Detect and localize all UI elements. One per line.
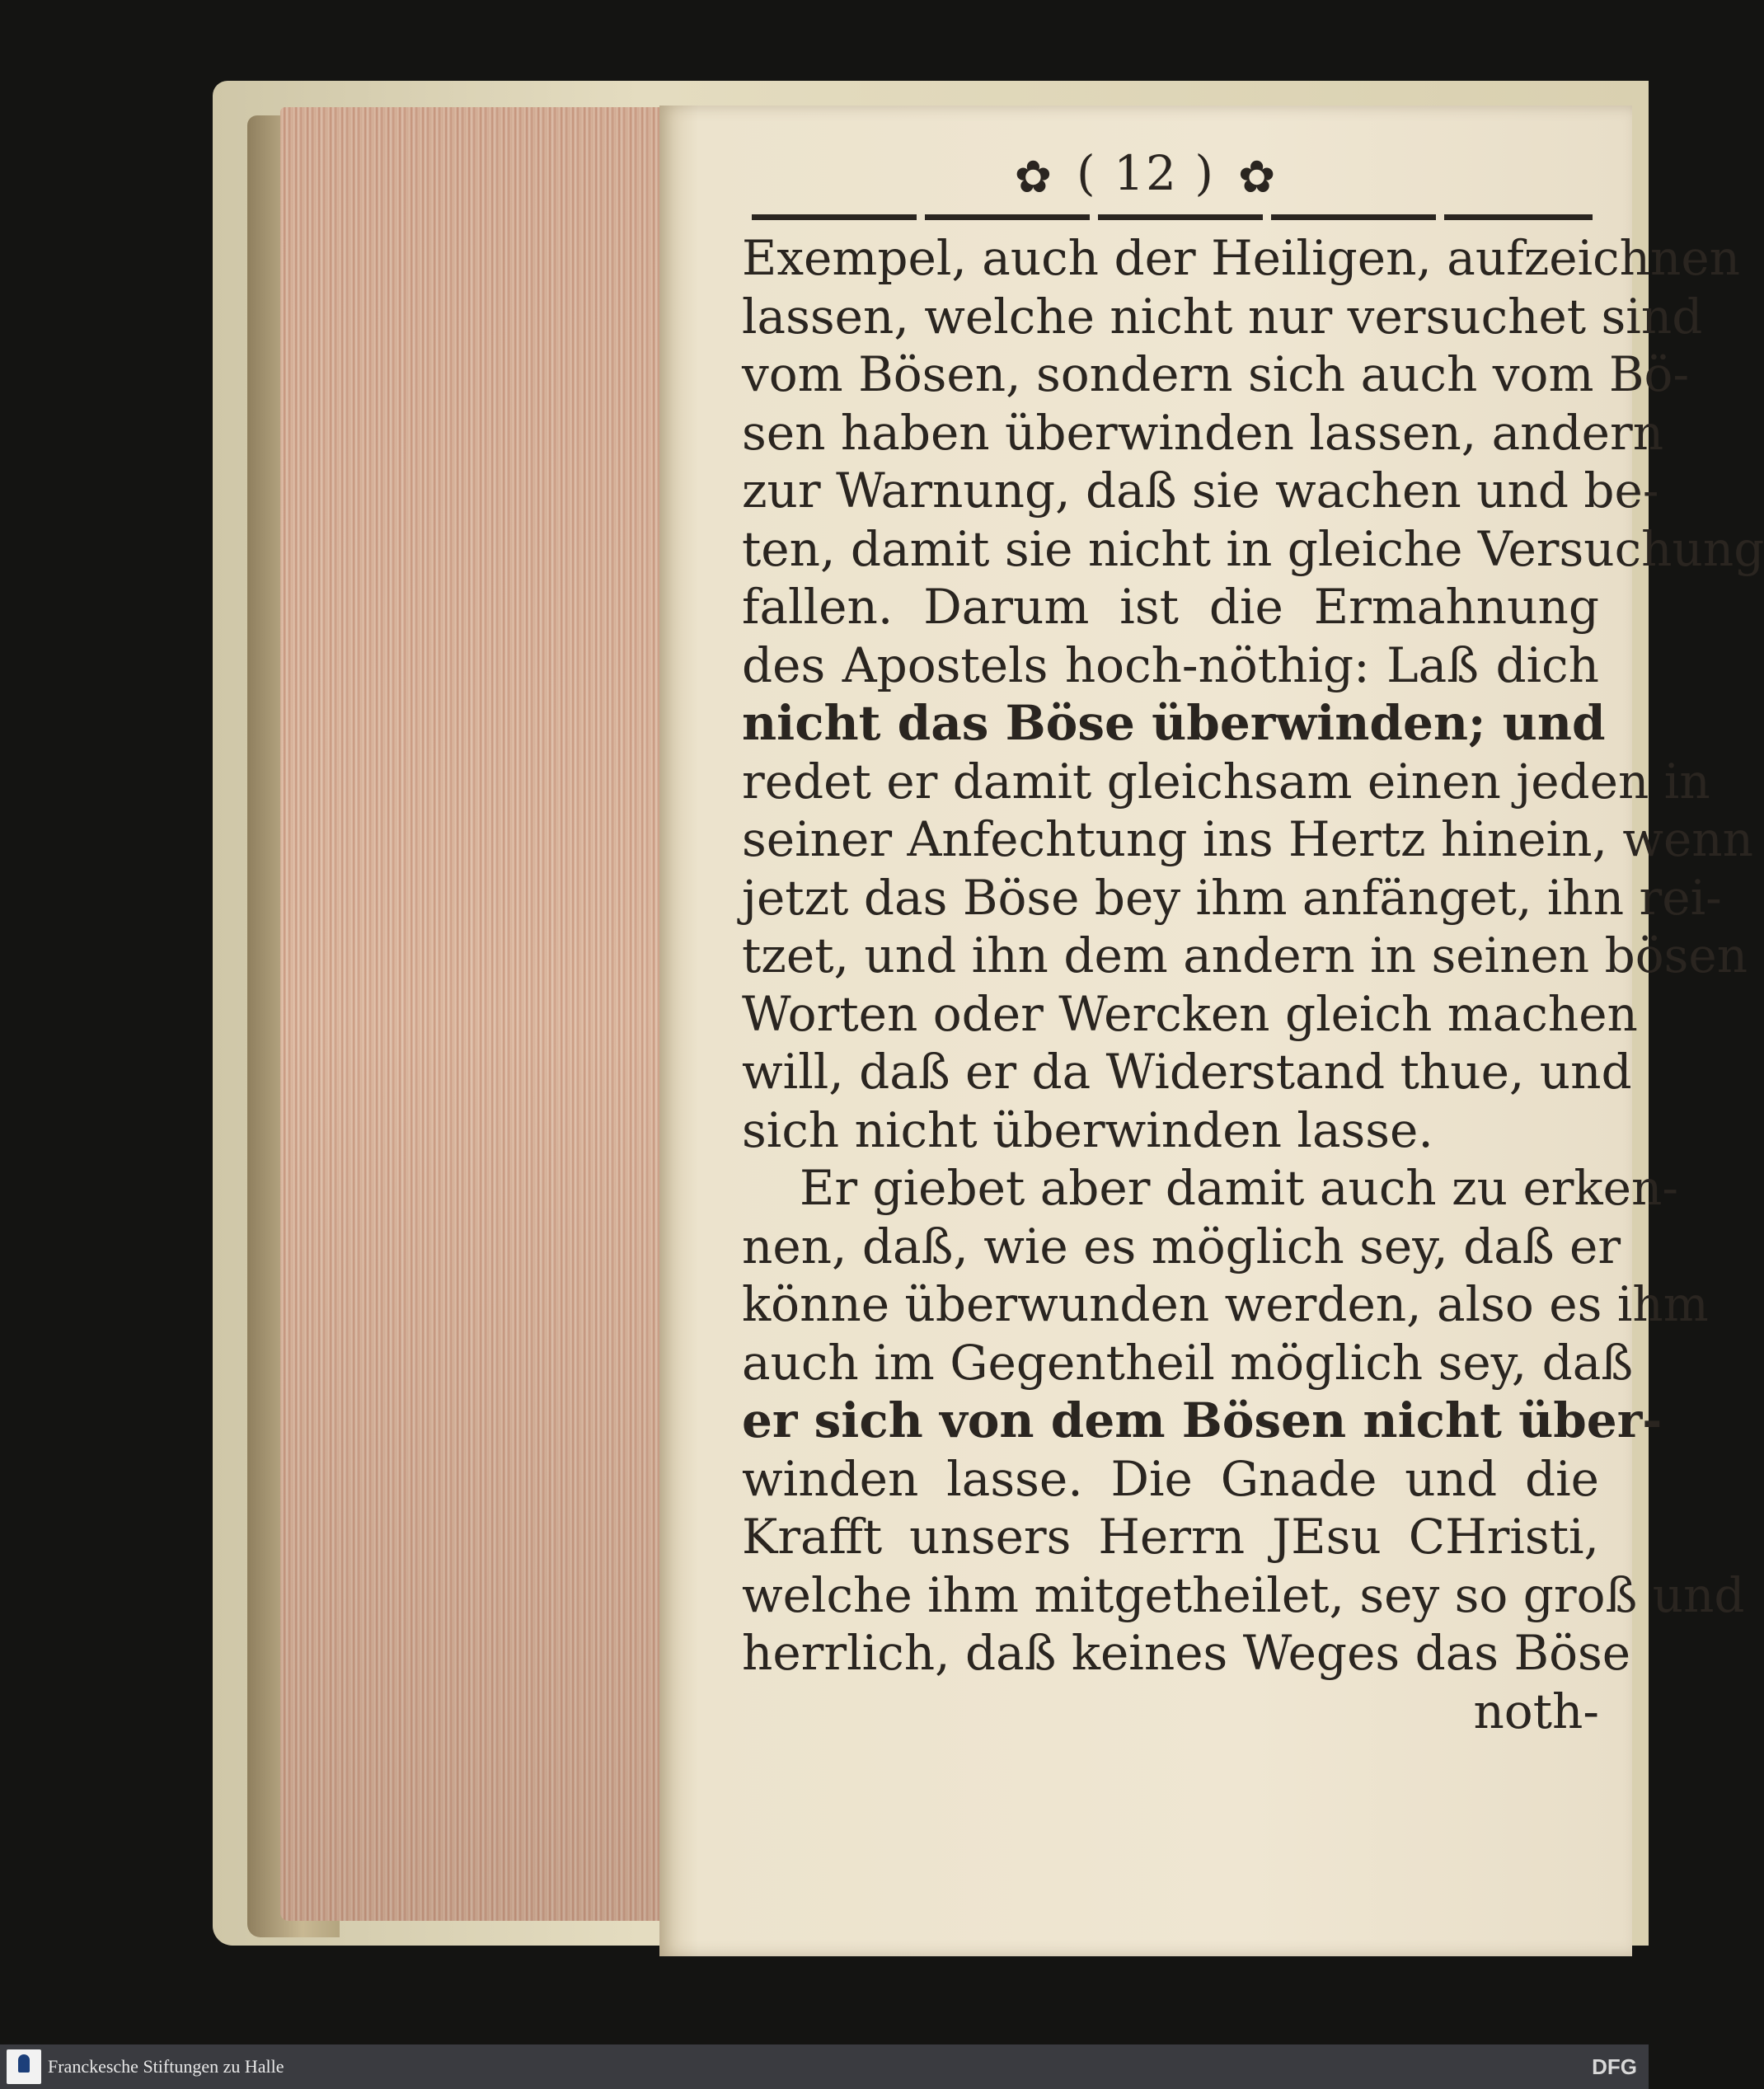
text-line: Krafft unsers Herrn JEsu CHristi,: [742, 1509, 1599, 1565]
text-line: fallen. Darum ist die Ermahnung: [742, 579, 1599, 635]
text-line: seiner Anfechtung ins Hertz hinein, wenn: [742, 811, 1754, 867]
text-line: tzet, und ihn dem andern in seinen bösen: [742, 927, 1748, 983]
text-line: auch im Gegentheil möglich sey, daß: [742, 1334, 1634, 1391]
header-rule: [752, 214, 1593, 220]
page-header: [659, 145, 1632, 203]
paragraph-start-line: Er giebet aber damit auch zu erken-: [800, 1160, 1678, 1216]
text-line: zur Warnung, daß sie wachen und be-: [742, 462, 1659, 519]
text-line: nicht das Böse überwinden; und: [742, 695, 1606, 751]
text-line: sen haben überwinden lassen, andern: [742, 404, 1664, 461]
text-line: will, daß er da Widerstand thue, und: [742, 1044, 1632, 1100]
text-line: sich nicht überwinden lasse.: [742, 1101, 1433, 1158]
fore-edge-shading: [280, 107, 668, 1921]
body-text: [742, 229, 1764, 1740]
catchword: noth-: [1473, 1683, 1599, 1739]
printed-page: [659, 106, 1764, 1956]
text-line: welche ihm mitgetheilet, sey so groß und: [742, 1566, 1745, 1623]
viewer-footer: [0, 2044, 1649, 2089]
text-line: nen, daß, wie es möglich sey, daß er: [742, 1218, 1621, 1275]
text-line: könne überwunden werden, also es ihm: [742, 1276, 1709, 1332]
flower-ornament-icon: ✿: [1237, 151, 1278, 204]
text-line: jetzt das Böse bey ihm anfänget, ihn rei-: [742, 869, 1722, 926]
institution-logo-icon: [7, 2049, 41, 2084]
text-line: Exempel, auch der Heiligen, aufzeichnen: [742, 230, 1741, 286]
text-line: lassen, welche nicht nur versuchet sind: [742, 288, 1703, 345]
text-line: ten, damit sie nicht in gleiche Versuchung: [742, 520, 1764, 577]
text-line: Worten oder Wercken gleich machen: [742, 985, 1638, 1042]
text-line: des Apostels hoch-nöthig: Laß dich: [742, 636, 1599, 693]
text-line: er sich von dem Bösen nicht über-: [742, 1392, 1663, 1448]
institution-name: Franckesche Stiftungen zu Halle: [48, 2056, 284, 2077]
text-line: redet er damit gleichsam einen jeden in: [742, 753, 1710, 810]
page-number: ( 12 ): [1077, 145, 1215, 201]
text-line: winden lasse. Die Gnade und die: [742, 1450, 1599, 1507]
text-line: herrlich, daß keines Weges das Böse: [742, 1625, 1631, 1681]
dfg-logo: DFG: [1592, 2054, 1637, 2079]
flower-ornament-icon: ✿: [1014, 151, 1054, 204]
text-line: vom Bösen, sondern sich auch vom Bö-: [742, 346, 1690, 402]
